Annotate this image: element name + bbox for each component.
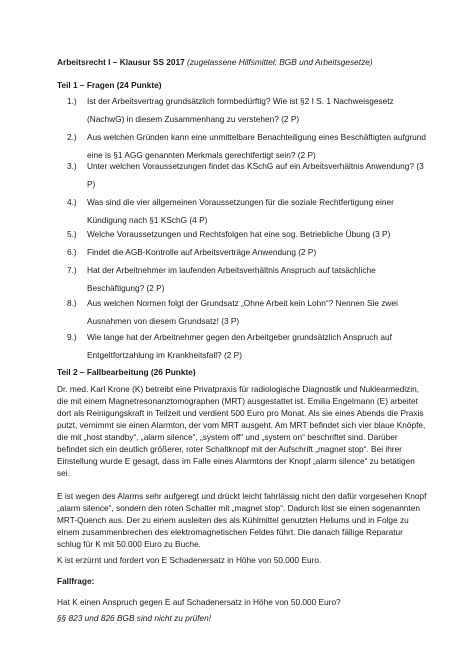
question-3 [57, 157, 429, 193]
question-text: Hat der Arbeitnehmer im laufenden Arbeitsverhältnis Anspruch auf tatsächliche Beschäftigung? (2 P) [87, 265, 376, 293]
question-4 [57, 193, 429, 229]
question-text: Findet die AGB-Kontrolle auf Arbeitsverträge Anwendung (2 P) [87, 247, 317, 257]
exam-title-aids: (zugelassene Hilfsmittel: BGB und Arbeitsgesetze) [184, 57, 373, 67]
question-5 [57, 225, 429, 243]
question-number: 1.) [67, 96, 77, 106]
question-text: Wie lange hat der Arbeitnehmer gegen den Arbeitgeber grundsätzlich Anspruch auf Entgeltfortzahlung im Krankheitsfall? (2 P) [87, 332, 392, 360]
question-number: 9.) [67, 332, 77, 342]
exam-title-main: Arbeitsrecht I – Klausur SS 2017 [57, 57, 185, 67]
case-paragraph-1: Dr. med. Karl Krone (K) betreibt eine Privatpraxis für radiologische Diagnostik und Nuklearmedizin, die mit einem Magnetresonanztomographen (MRT) ausgestattet ist. Emilia Engelmann (E) arbeitet dort als Reinigungskraft in Teilzeit und verdient 500 Euro pro Monat. Als sie eines Abends die Praxis putzt, vernimmt sie einen Alarmton, der vom MRT ausgeht. Am MRT befindet sich vier blaue Knöpfe, die mit „host standby“, „alarm silence“, „system off“ und „system on“ beschriftet sind. Darüber befindet sich ein deutlich größerer, roter Schaltknopf mit der Aufschrift „magnet stop“. Bei ihrer Einstellung wurde E gesagt, dass im Falle eines Alarmtons der Knopf „alarm silence“ zu betätigen sei. [57, 384, 426, 478]
question-8 [57, 294, 429, 330]
exam-title [57, 57, 373, 67]
question-number: 7.) [67, 265, 77, 275]
question-text: Unter welchen Voraussetzungen findet das KSchG auf ein Arbeitsverhältnis Anwendung? (3 P) [87, 161, 424, 189]
case-paragraph-2: E ist wegen des Alarms sehr aufgeregt und drückt leicht fahrlässig nicht den dafür vorgesehen Knopf „alarm silence“, sondern den roten Schalter mit „magnet stop“. Dadurch löst sie einen sogenannten MRT-Quench aus. Der zu einem ausleiten des als Kühlmittel genutzten Heliums und in Folge zu einem zusammenbrechen des elektromagnetischen Feldes führt. Die danach fällige Reparatur schlug für K mit 50.000 Euro zu Buche. [57, 491, 427, 549]
part1-heading: Teil 1 – Fragen (24 Punkte) [57, 80, 162, 90]
fallfrage-heading: Fallfrage: [57, 576, 95, 586]
question-number: 5.) [67, 229, 77, 239]
question-text: Welche Voraussetzungen und Rechtsfolgen hat eine sog. Betriebliche Übung (3 P) [87, 229, 391, 239]
question-text: Was sind die vier allgemeinen Voraussetzungen für die soziale Rechtfertigung einer Kündigung nach §1 KSchG (4 P) [87, 197, 394, 225]
exam-note: §§ 823 und 826 BGB sind nicht zu prüfen! [57, 613, 212, 623]
question-9 [57, 328, 429, 364]
question-text: Ist der Arbeitsvertrag grundsätzlich formbedürftig? Wie ist §2 I S. 1 Nachweisgesetz (NachwG) in diesem Zusammenhang zu verstehen? (2 P) [87, 96, 394, 124]
part2-heading: Teil 2 – Fallbearbeitung (26 Punkte) [57, 367, 196, 377]
question-text: Aus welchen Gründen kann eine unmittelbare Benachteiligung eines Beschäftigten aufgrund eine is §1 AGG genannten Merkmals gerechtfertigt sein? (2 P) [87, 132, 427, 160]
question-6 [57, 243, 429, 261]
question-7 [57, 261, 429, 297]
question-text: Aus welchen Normen folgt der Grundsatz „Ohne Arbeit kein Lohn“? Nennen Sie zwei Ausnahmen von diesem Grundsatz! (3 P) [87, 298, 398, 326]
question-number: 2.) [67, 132, 77, 142]
question-number: 4.) [67, 197, 77, 207]
question-number: 3.) [67, 161, 77, 171]
question-number: 6.) [67, 247, 77, 257]
case-paragraph-3: K ist erzürnt und fordert von E Schadenersatz in Höhe von 50.000 Euro. [57, 555, 322, 565]
question-1 [57, 92, 429, 128]
question-number: 8.) [67, 298, 77, 308]
fallfrage-text: Hat K einen Anspruch gegen E auf Schadenersatz in Höhe von 50.000 Euro? [57, 597, 341, 607]
